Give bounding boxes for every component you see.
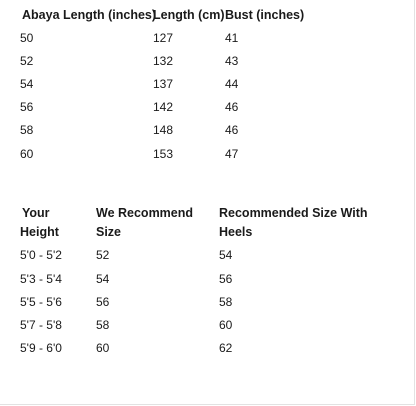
table-cell: 5'0 - 5'2 xyxy=(20,248,62,262)
table-cell: 5'9 - 6'0 xyxy=(20,341,62,355)
table-cell: 56 xyxy=(20,100,34,114)
table-cell: 127 xyxy=(153,31,174,45)
table-cell: 60 xyxy=(20,147,34,161)
header-your-height-line1: Your xyxy=(22,206,50,220)
table-cell: 5'7 - 5'8 xyxy=(20,318,62,332)
header-bust: Bust (inches) xyxy=(225,8,305,22)
header-length-cm: Length (cm) xyxy=(153,8,225,22)
table-cell: 41 xyxy=(225,31,239,45)
header-heels-line2: Heels xyxy=(219,225,253,239)
table-cell: 52 xyxy=(20,54,34,68)
table-cell: 132 xyxy=(153,54,174,68)
header-your-height-line2: Height xyxy=(20,225,59,239)
table-cell: 43 xyxy=(225,54,239,68)
table-cell: 54 xyxy=(96,272,110,286)
table-cell: 56 xyxy=(96,295,110,309)
table-cell: 142 xyxy=(153,100,174,114)
table-cell: 52 xyxy=(96,248,110,262)
table-cell: 54 xyxy=(219,248,233,262)
table-cell: 56 xyxy=(219,272,233,286)
table-cell: 46 xyxy=(225,100,239,114)
table-cell: 54 xyxy=(20,77,34,91)
header-abaya-length: Abaya Length (inches) xyxy=(22,8,157,22)
header-heels-line1: Recommended Size With xyxy=(219,206,368,220)
table-cell: 5'3 - 5'4 xyxy=(20,272,62,286)
table-cell: 47 xyxy=(225,147,239,161)
header-we-recommend-line1: We Recommend xyxy=(96,206,194,220)
table-cell: 58 xyxy=(219,295,233,309)
table-cell: 137 xyxy=(153,77,174,91)
table-cell: 62 xyxy=(219,341,233,355)
header-we-recommend-line2: Size xyxy=(96,225,122,239)
table-cell: 44 xyxy=(225,77,239,91)
table-cell: 148 xyxy=(153,123,174,137)
table-cell: 50 xyxy=(20,31,34,45)
table-cell: 60 xyxy=(219,318,233,332)
table-cell: 46 xyxy=(225,123,239,137)
table-cell: 153 xyxy=(153,147,174,161)
table-cell: 58 xyxy=(20,123,34,137)
table-cell: 5'5 - 5'6 xyxy=(20,295,62,309)
table-cell: 60 xyxy=(96,341,110,355)
table-cell: 58 xyxy=(96,318,110,332)
